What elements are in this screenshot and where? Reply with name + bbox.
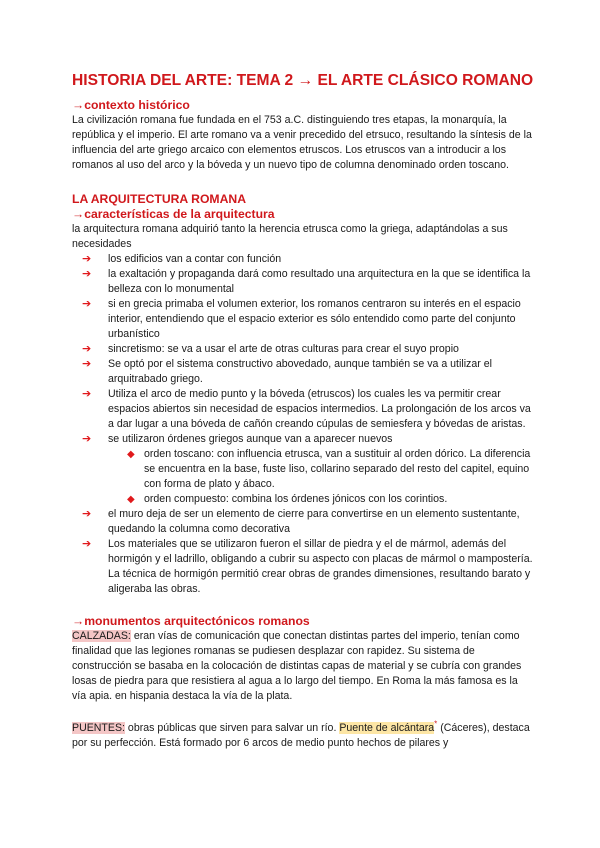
- diamond-bullet-icon: ◆: [127, 449, 135, 460]
- arrow-bullet-icon: ➔: [82, 433, 92, 445]
- puentes-text-1: obras públicas que sirven para salvar un río.: [124, 722, 340, 734]
- contexto-heading: →contexto histórico: [72, 98, 190, 112]
- list-item: ➔ Utiliza el arco de medio punto y la bóveda (etruscos) los cuales les va permitir crear espacios abiertos sin necesidad de espacios intermedios. La prolongación de los arcos va a dar lugar a una bóveda de cañón creando cúpulas de semiesfera y bóvedas de aristas.: [82, 388, 531, 430]
- document-title: HISTORIA DEL ARTE: TEMA 2 → EL ARTE CLÁSICO ROMANO: [72, 72, 534, 89]
- arrow-bullet-icon: ➔: [82, 253, 92, 265]
- document-body: [72, 98, 534, 751]
- arrow-bullet-icon: ➔: [82, 298, 92, 310]
- arrow-bullet-icon: ➔: [82, 358, 92, 370]
- arquitectura-section-title: LA ARQUITECTURA ROMANA: [72, 192, 246, 206]
- list-item: ➔ Se optó por el sistema constructivo abovedado, aunque también se va a utilizar el arquitrabado griego.: [82, 358, 492, 385]
- calzadas-text: eran vías de comunicación que conectan distintas partes del imperio, tenían como finalidad que las legiones romanas se pudiesen desplazar con rapidez. Su sistema de construcción se basaba en la colocación de distintas capas de material y se cubría con grandes losas de piedra para que resistiera al agua a lo largo del tiempo. En Roma la más famosa es la vía apia. en hispania destaca la vía de la plata.: [72, 630, 522, 702]
- list-item: ➔ se utilizaron órdenes griegos aunque van a aparecer nuevos: [82, 433, 393, 445]
- puentes-label: PUENTES:: [72, 722, 125, 734]
- list-item: ➔ Los materiales que se utilizaron fueron el sillar de piedra y el de mármol, además del hormigón y el ladrillo, obligando a cubrir su aspecto con placas de mármol o mampostería. La técnica de hormigón permitió crear obras de grandes dimensiones, resultando barato y aligeraba las obras.: [82, 538, 533, 595]
- contexto-paragraph: La civilización romana fue fundada en el 753 a.C. distinguiendo tres etapas, la monarquía, la república y el imperio. El arte romano va a venir precedido del etrsuco, resultando la síntesis de la influencia del arte griego arcaico con elementos etruscos. Los etruscos van a introducir a los romanos al uso del arco y la bóveda y un nuevo tipo de columna denominado orden toscano.: [72, 114, 532, 171]
- list-item: ➔ el muro deja de ser un elemento de cierre para convertirse en un elemento sustentante, quedando la columna como decorativa: [82, 508, 520, 535]
- calzadas-paragraph: [72, 629, 534, 704]
- arrow-bullet-icon: ➔: [82, 268, 92, 280]
- puentes-text-2: (Cáceres), destaca por su perfección. Está formado por 6 arcos de medio punto hechos de pilares y: [72, 722, 530, 749]
- arrow-bullet-icon: ➔: [82, 538, 92, 550]
- monumentos-heading: →monumentos arquitectónicos romanos: [72, 614, 310, 628]
- diamond-bullet-icon: ◆: [127, 494, 135, 505]
- arrow-bullet-icon: ➔: [82, 508, 92, 520]
- sub-list-item: ◆ orden compuesto: combina los órdenes jónicos con los corintios.: [127, 493, 448, 505]
- arrow-bullet-icon: ➔: [82, 388, 92, 400]
- sub-list-item: ◆ orden toscano: con influencia etrusca, van a sustituir al orden dórico. La diferencia se encuentra en la base, fuste liso, collarino separado del resto del capitel, equino con forma de plato y ábaco.: [127, 448, 531, 490]
- footnote-star: *: [434, 719, 438, 729]
- caracteristicas-heading: →características de la arquitectura: [72, 207, 275, 221]
- arquitectura-intro: la arquitectura romana adquirió tanto la herencia etrusca como la griega, adaptándolas a sus necesidades: [72, 223, 508, 250]
- list-item: ➔ los edificios van a contar con función: [82, 253, 282, 265]
- arquitectura-bullet-list: [72, 252, 534, 597]
- puente-alcantara-highlight: Puente de alcántara: [339, 722, 435, 734]
- calzadas-label: CALZADAS:: [72, 630, 131, 642]
- list-item: ➔ sincretismo: se va a usar el arte de otras culturas para crear el suyo propio: [82, 343, 459, 355]
- list-item: ➔ si en grecia primaba el volumen exterior, los romanos centraron su interés en el espacio interior, entendiendo que el espacio exterior es sólo entendido como parte del conjunto urbanístico: [82, 298, 521, 340]
- list-item: ➔ la exaltación y propaganda dará como resultado una arquitectura en la que se identifica la belleza con lo monumental: [82, 268, 531, 295]
- arrow-bullet-icon: ➔: [82, 343, 92, 355]
- puentes-paragraph: [72, 721, 534, 751]
